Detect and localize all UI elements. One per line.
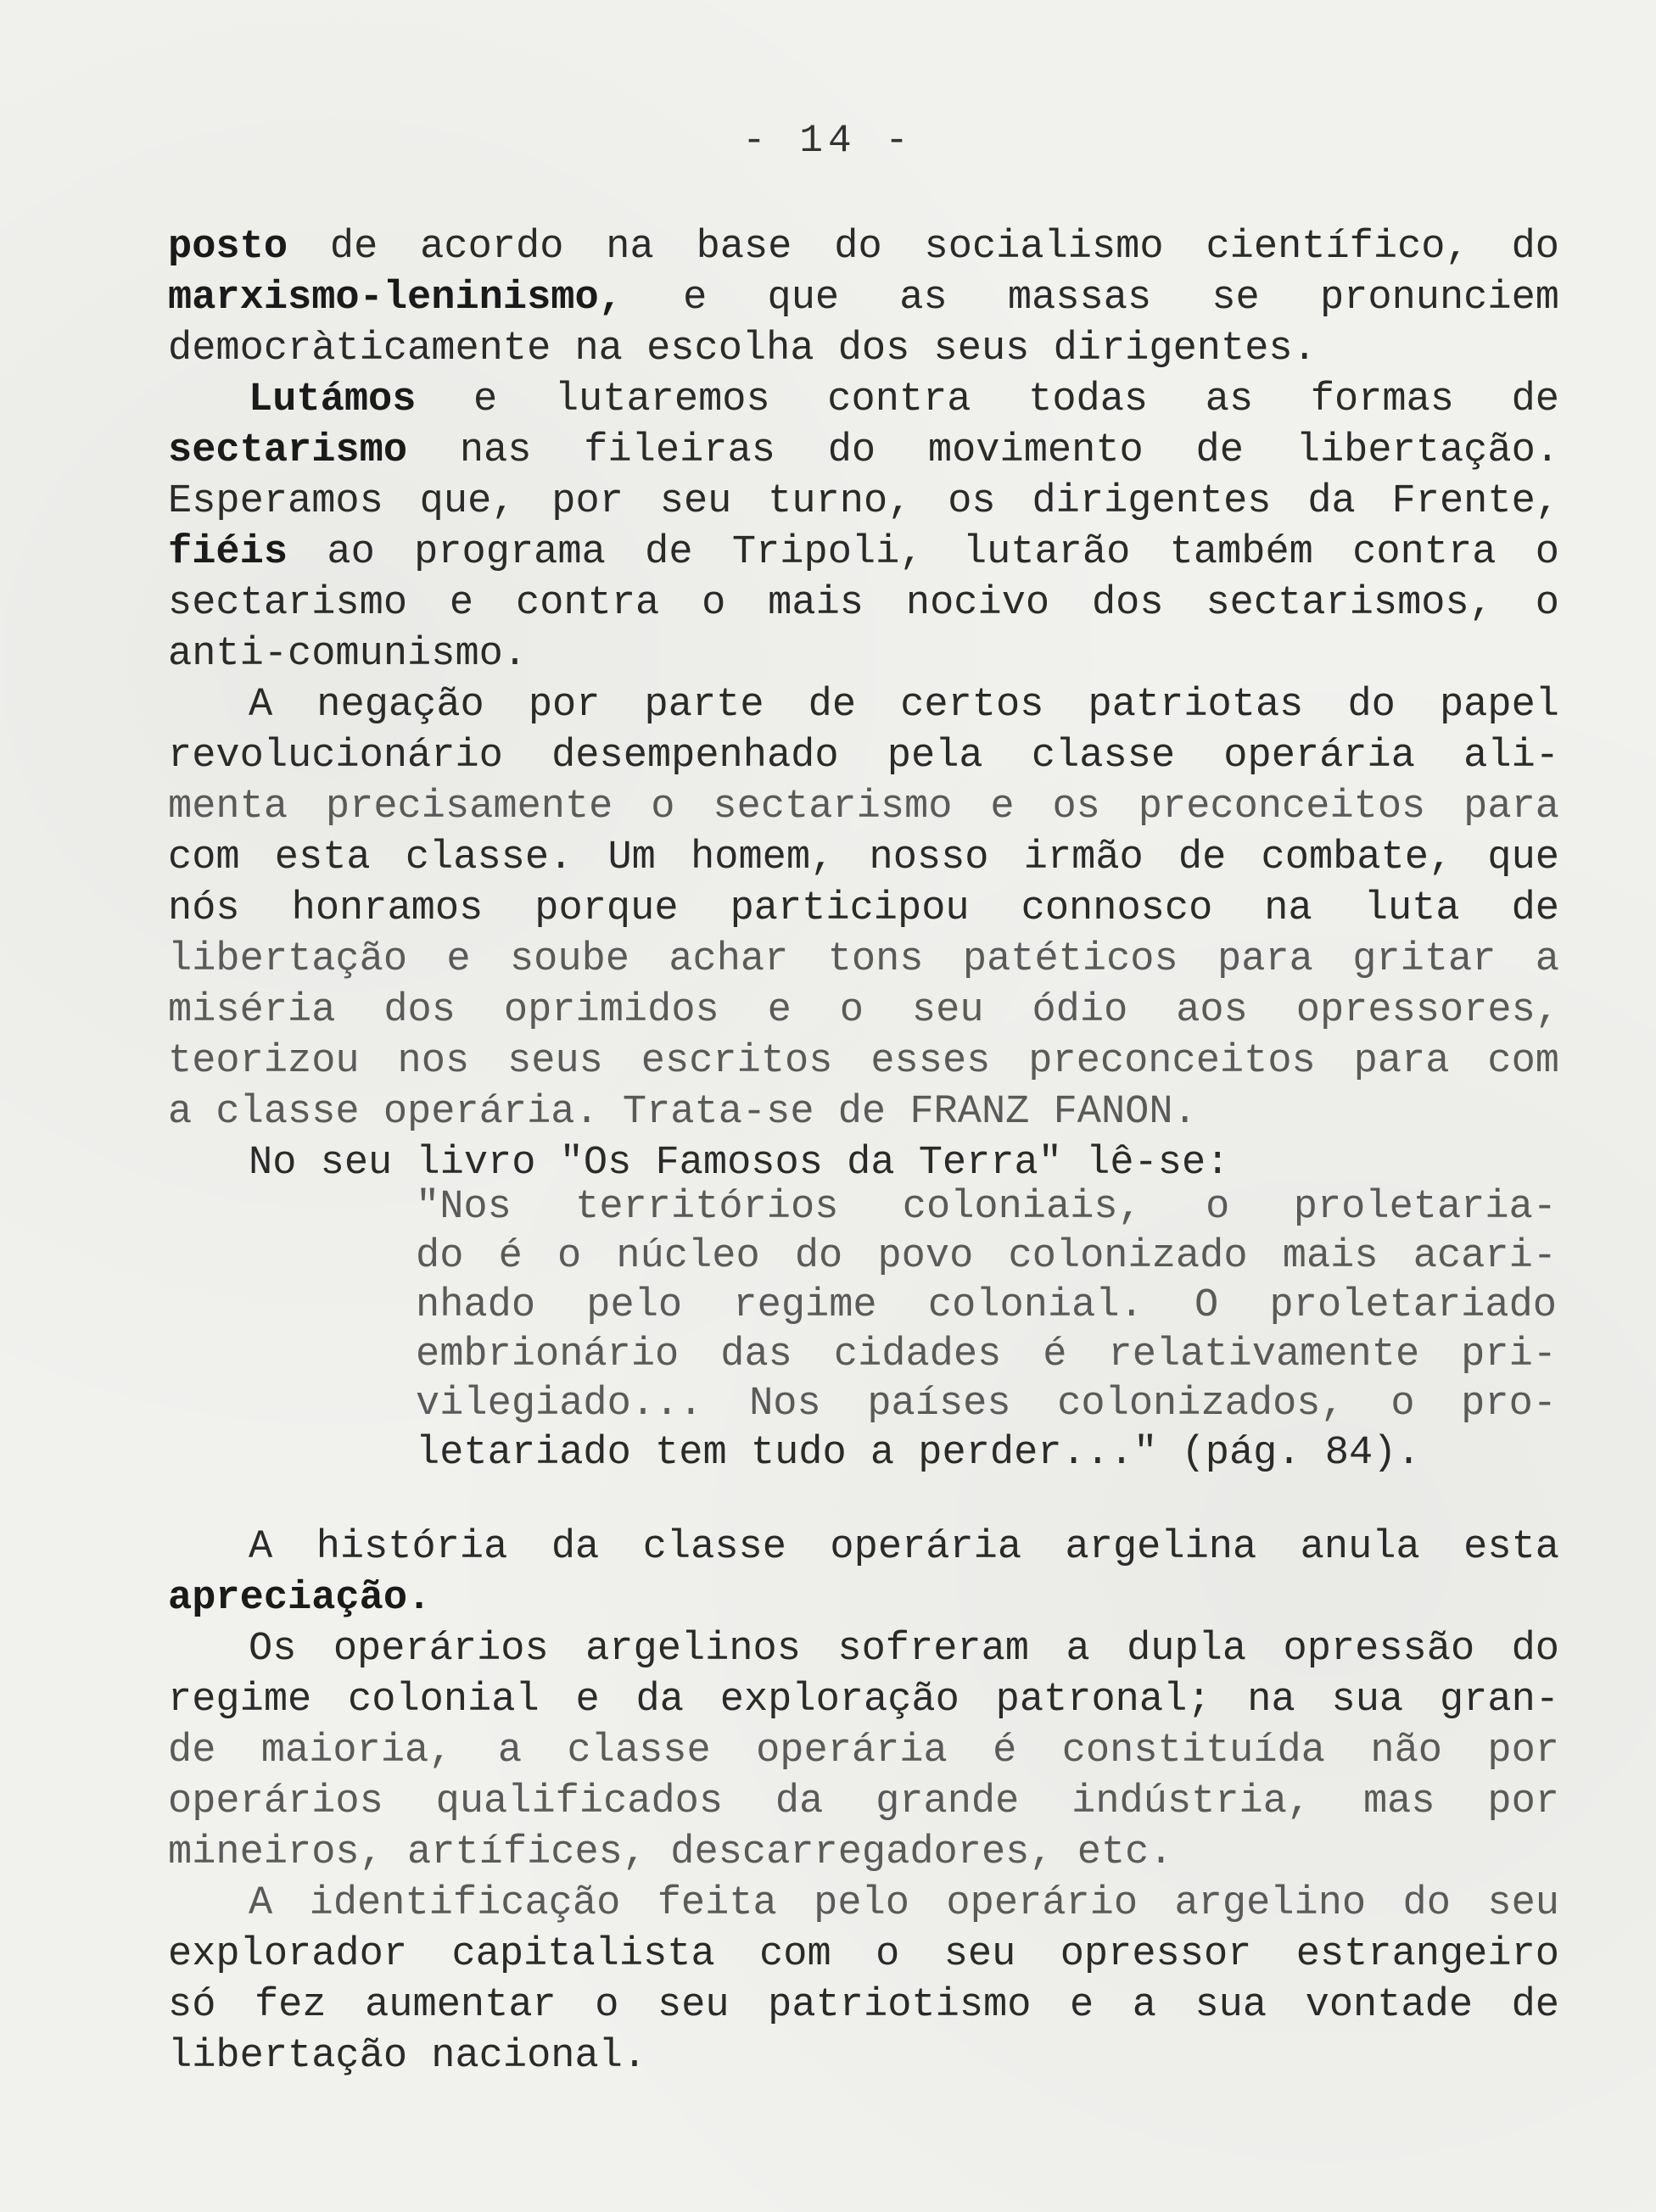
quote-line: nhado pelo regime colonial. O proletariado [416,1283,1557,1328]
block-quote [416,1183,1557,1478]
line-text: só fez aumentar o seu patriotismo e a sua vontade de [168,1983,1559,2028]
page-number: - 14 - [742,119,914,163]
line-text: A identificação feita pelo operário argelino do seu [249,1881,1559,1926]
text-line [168,1624,1559,1675]
text-line [168,1036,1559,1087]
line-text: e lutaremos contra todas as formas de [416,377,1559,422]
text-line [168,986,1559,1036]
text-line [168,1828,1559,1879]
line-text: revolucionário desempenhado pela classe operária ali- [168,734,1559,779]
line-text: libertação nacional. [168,2034,647,2079]
quote-line: letariado tem tudo a perder..." (pág. 84). [416,1431,1421,1476]
bold-word: sectarismo [168,428,408,473]
quote-line: vilegiado... Nos países colonizados, o pro- [416,1382,1557,1427]
line-text: anti-comunismo. [168,632,528,677]
line-text: miséria dos oprimidos e o seu ódio aos opressores, [168,988,1559,1033]
text-line [168,1726,1559,1777]
line-text: No seu livro "Os Famosos da Terra" lê-se: [249,1141,1230,1186]
text-line [168,528,1559,578]
line-text: e que as massas se pronunciem [622,276,1559,321]
bold-word: Lutámos [249,377,417,422]
text-line [168,1522,1559,1573]
quote-line: "Nos territórios coloniais, o proletaria- [416,1185,1557,1230]
line-text: libertação e soube achar tons patéticos para gritar a [168,937,1559,982]
text-line [168,375,1559,426]
line-text: democràticamente na escolha dos seus dirigentes. [168,327,1317,371]
text-line [168,578,1559,629]
line-text: Esperamos que, por seu turno, os dirigentes da Frente, [168,479,1559,524]
line-text: A negação por parte de certos patriotas do papel [249,683,1559,728]
text-line [168,2031,1559,2082]
line-text: regime colonial e da exploração patronal; na sua gran- [168,1678,1559,1723]
text-line [168,324,1559,375]
quote-line: do é o núcleo do povo colonizado mais acari- [416,1234,1557,1279]
text-line [168,1777,1559,1828]
line-text: explorador capitalista com o seu opressor estrangeiro [168,1932,1559,1977]
text-line [168,426,1559,477]
line-text: a classe operária. Trata-se de FRANZ FANON. [168,1090,1197,1135]
text-line [168,884,1559,935]
main-text-block [168,222,1559,1189]
text-line [168,1138,1559,1189]
line-text: ao programa de Tripoli, lutarão também contra o [288,530,1559,575]
text-line [168,629,1559,680]
line-text: de maioria, a classe operária é constituída não por [168,1729,1559,1774]
text-line [168,273,1559,324]
bold-word: posto [168,225,288,270]
text-line [168,833,1559,884]
text-line [168,1980,1559,2031]
text-line [168,782,1559,833]
text-line [168,1573,1559,1624]
line-text: de acordo na base do socialismo científico, do [288,225,1559,270]
text-line [168,1930,1559,1980]
text-line [168,1879,1559,1930]
line-text: nas fileiras do movimento de libertação. [407,428,1559,473]
text-line [168,477,1559,528]
text-line [168,1675,1559,1726]
line-text: operários qualificados da grande indústria, mas por [168,1779,1559,1824]
text-line [168,1087,1559,1138]
line-text: menta precisamente o sectarismo e os preconceitos para [168,785,1559,830]
line-text: Os operários argelinos sofreram a dupla opressão do [249,1627,1559,1672]
line-text: teorizou nos seus escritos esses preconceitos para com [168,1039,1559,1084]
text-line [168,222,1559,273]
text-line [168,731,1559,782]
line-text: com esta classe. Um homem, nosso irmão de combate, que [168,835,1559,880]
bold-word: fiéis [168,530,288,575]
main-text-block-continued [168,1522,1559,2082]
line-text: sectarismo e contra o mais nocivo dos sectarismos, o [168,581,1559,626]
text-line [168,680,1559,731]
line-text: A história da classe operária argelina anula esta [249,1525,1559,1570]
line-text: mineiros, artífices, descarregadores, etc. [168,1830,1173,1875]
line-text: nós honramos porque participou connosco na luta de [168,886,1559,931]
quote-line: embrionário das cidades é relativamente pri- [416,1332,1557,1377]
bold-word: marxismo-leninismo, [168,276,623,321]
text-line [168,935,1559,986]
line-text: apreciação. [168,1576,432,1621]
